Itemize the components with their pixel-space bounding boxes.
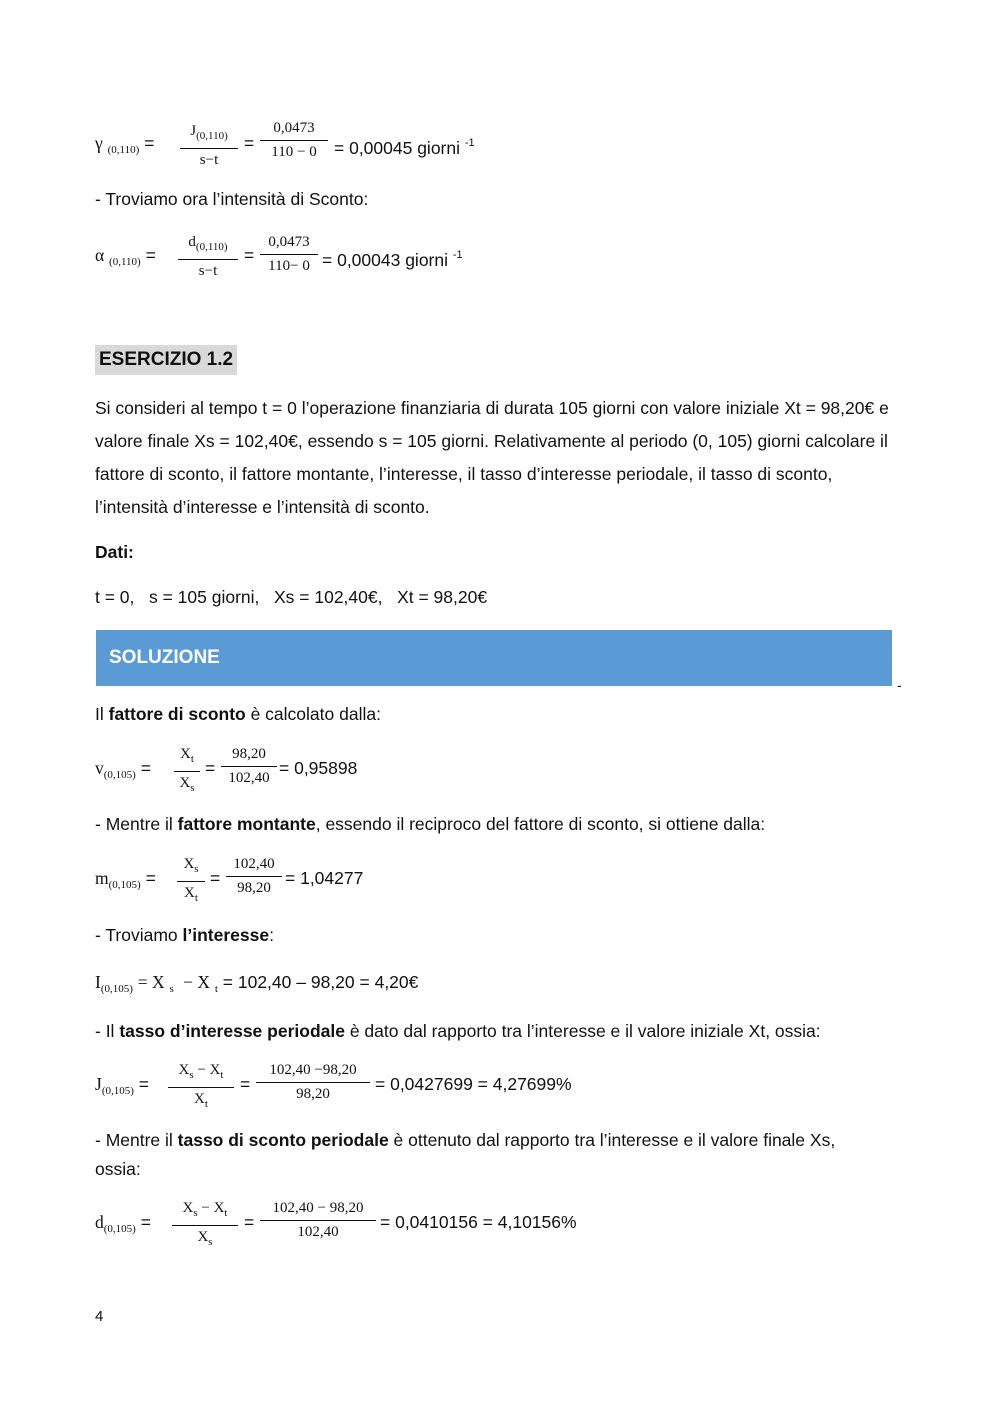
- d-intro: [95, 1129, 835, 1151]
- j-result: = 0,0427699 = 4,27699%: [375, 1074, 572, 1094]
- fraction-numerator: J: [190, 123, 197, 139]
- equals: =: [205, 758, 216, 778]
- intro-text: - Mentre il: [95, 1130, 178, 1150]
- i-symbol: I: [95, 972, 101, 992]
- m-fraction-1: [177, 855, 205, 907]
- d-fraction-1: [172, 1199, 238, 1251]
- intro-bold: fattore di sconto: [108, 704, 246, 724]
- d-symbol: d: [95, 1212, 104, 1232]
- v-intro: [95, 703, 381, 725]
- fraction-numerator: 0,0473: [273, 120, 315, 136]
- exercise-title: ESERCIZIO 1.2: [95, 345, 237, 375]
- equals: =: [138, 1074, 149, 1094]
- d-subscript: (0,105): [103, 1223, 136, 1235]
- alpha-result: [322, 244, 463, 271]
- equals: =: [140, 1212, 151, 1232]
- fraction-numerator-sub: (0,110): [195, 241, 228, 253]
- v-fraction-2: [221, 745, 277, 787]
- fraction-numerator: X: [178, 1062, 190, 1078]
- equals: =: [240, 1074, 251, 1094]
- d-result: = 0,0410156 = 4,10156%: [380, 1212, 577, 1232]
- fraction-denominator: s−t: [198, 263, 218, 279]
- j-formula: [95, 1073, 149, 1102]
- xs-subscript: s: [169, 983, 174, 995]
- gamma-result: [334, 132, 475, 159]
- intro-bold: tasso d’interesse periodale: [119, 1021, 345, 1041]
- page-number: 4: [95, 1308, 104, 1325]
- d-intro-line2: ossia:: [95, 1159, 141, 1179]
- fraction-denominator: 110− 0: [268, 258, 310, 274]
- fraction-numerator: 0,0473: [268, 234, 310, 250]
- xt-subscript: t: [214, 983, 218, 995]
- i-formula: [95, 971, 418, 1000]
- equals: =: [244, 133, 255, 153]
- exercise-text: Si consideri al tempo t = 0 l’operazione finanziaria di durata 105 giorni con valore iniziale Xt = 98,20€ e valore finale Xs = 102,40€, essendo s = 105 giorni. Relativamente al periodo (0, 105) giorni calcolare il fattore di sconto, il fattore montante, l’interesse, il tasso d’interesse periodale, il tasso di sconto, l’intensità d’interesse e l’intensità di sconto.: [95, 398, 889, 517]
- d-fraction-2: [260, 1199, 376, 1241]
- fraction-denominator-sub: s: [208, 1236, 213, 1248]
- intro-bold: tasso di sconto periodale: [177, 1130, 389, 1150]
- dati-values: t = 0, s = 105 giorni, Xs = 102,40€, Xt = 98,20€: [95, 587, 488, 607]
- j-fraction-2: [256, 1061, 370, 1103]
- equals: =: [244, 245, 255, 265]
- result-exponent: -1: [464, 137, 475, 149]
- fraction-numerator: X: [182, 1200, 194, 1216]
- fraction-denominator: X: [194, 1091, 205, 1107]
- fraction-numerator: d: [188, 234, 196, 250]
- fraction-numerator-sub: s: [193, 1207, 198, 1219]
- gamma-formula: [95, 132, 154, 161]
- intro-text: è ottenuto dal rapporto tra l’interesse e il valore finale Xs,: [388, 1130, 836, 1150]
- fraction-denominator: X: [197, 1229, 209, 1245]
- gamma-fraction-2: [260, 119, 328, 161]
- gamma-subscript: (0,110): [107, 144, 140, 156]
- result-text: = 0,00043 giorni: [322, 250, 449, 270]
- intro-text: - Mentre il: [95, 814, 178, 834]
- alpha-fraction-2: [260, 233, 318, 275]
- v-fraction-1: [174, 745, 200, 797]
- solution-dash: -: [897, 677, 902, 693]
- fraction-denominator: 98,20: [237, 880, 271, 896]
- fraction-numerator: 102,40: [233, 856, 275, 872]
- fraction-numerator-sub: s: [194, 863, 199, 875]
- equation-part: − X: [178, 972, 210, 992]
- v-symbol: v: [95, 758, 104, 778]
- fraction-numerator-sub: t: [220, 1069, 224, 1081]
- fraction-numerator-sub: t: [190, 753, 194, 765]
- intro-text: Il: [95, 704, 109, 724]
- troviamo-sconto-text: - Troviamo ora l’intensità di Sconto:: [95, 189, 369, 209]
- j-fraction-1: [168, 1061, 234, 1113]
- equals: =: [140, 758, 151, 778]
- fraction-numerator: 102,40 −98,20: [269, 1062, 357, 1078]
- fraction-denominator: 102,40: [297, 1224, 339, 1240]
- m-subscript: (0,105): [108, 879, 141, 891]
- fraction-denominator-sub: t: [204, 1098, 208, 1110]
- j-intro: [95, 1020, 821, 1042]
- equals: =: [145, 245, 156, 265]
- equals: =: [144, 133, 155, 153]
- intro-text: è calcolato dalla:: [245, 704, 381, 724]
- m-symbol: m: [95, 868, 109, 888]
- intro-bold: l’interesse: [182, 925, 270, 945]
- result-exponent: -1: [452, 249, 463, 261]
- fraction-numerator-sub: (0,110): [196, 130, 228, 142]
- j-subscript: (0,105): [101, 1085, 134, 1097]
- alpha-subscript: (0,110): [109, 256, 141, 268]
- v-result: = 0,95898: [279, 758, 358, 778]
- fraction-denominator: 110 − 0: [271, 144, 317, 160]
- solution-banner: [96, 630, 892, 686]
- fraction-numerator-sub: s: [189, 1069, 194, 1081]
- equation-part: = X: [137, 972, 165, 992]
- m-formula: [95, 867, 156, 896]
- i-subscript: (0,105): [100, 983, 133, 995]
- intro-text: è dato dal rapporto tra l’interesse e il valore iniziale Xt, ossia:: [344, 1021, 821, 1041]
- d-formula: [95, 1211, 151, 1240]
- intro-text: - Il: [95, 1021, 120, 1041]
- fraction-denominator: X: [184, 885, 195, 901]
- intro-text: - Troviamo: [95, 925, 183, 945]
- dati-label: Dati:: [95, 542, 134, 562]
- gamma-symbol: γ: [95, 133, 103, 153]
- intro-text: , essendo il reciproco del fattore di sconto, si ottiene dalla:: [315, 814, 766, 834]
- equals: =: [244, 1212, 255, 1232]
- fraction-numerator: 102,40 − 98,20: [272, 1200, 364, 1216]
- alpha-symbol: α: [95, 245, 105, 265]
- i-intro: [95, 924, 274, 946]
- m-result: = 1,04277: [285, 868, 364, 888]
- j-symbol: J: [95, 1074, 102, 1094]
- fraction-numerator: − X: [197, 1200, 225, 1216]
- fraction-denominator-sub: s: [190, 782, 195, 794]
- fraction-denominator: s−t: [199, 152, 219, 168]
- fraction-denominator-sub: t: [194, 892, 198, 904]
- equals: =: [210, 868, 221, 888]
- fraction-numerator: X: [183, 856, 195, 872]
- fraction-numerator: − X: [193, 1062, 221, 1078]
- fraction-denominator: 98,20: [296, 1086, 330, 1102]
- alpha-formula: [95, 244, 156, 273]
- fraction-denominator: X: [179, 775, 191, 791]
- fraction-numerator-sub: t: [224, 1207, 228, 1219]
- gamma-fraction-1: [180, 122, 238, 169]
- solution-title: SOLUZIONE: [109, 647, 220, 668]
- i-result: = 102,40 – 98,20 = 4,20€: [222, 972, 419, 992]
- intro-bold: fattore montante: [177, 814, 316, 834]
- result-text: = 0,00045 giorni: [334, 138, 461, 158]
- alpha-fraction-1: [178, 233, 238, 280]
- m-fraction-2: [226, 855, 282, 897]
- m-intro: [95, 813, 765, 835]
- v-subscript: (0,105): [103, 769, 136, 781]
- fraction-numerator: X: [180, 746, 191, 762]
- intro-text: :: [269, 925, 274, 945]
- v-formula: [95, 757, 151, 786]
- fraction-numerator: 98,20: [232, 746, 266, 762]
- fraction-denominator: 102,40: [228, 770, 270, 786]
- equals: =: [145, 868, 156, 888]
